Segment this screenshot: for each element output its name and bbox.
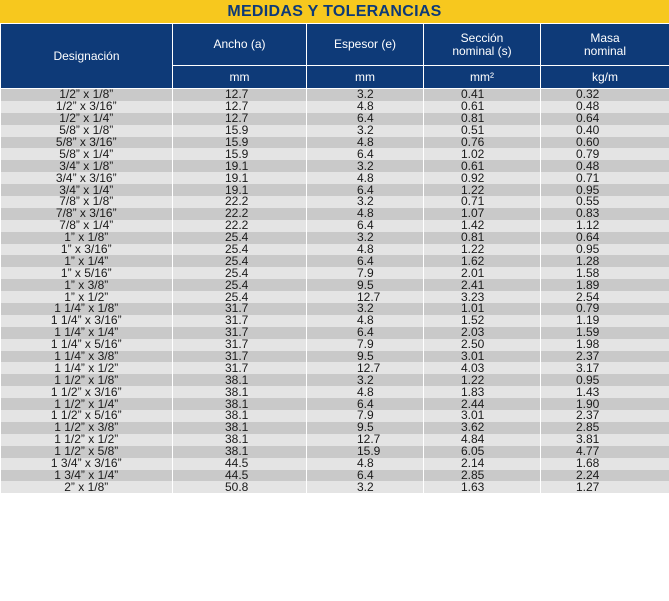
masa-cell: 0.95 xyxy=(541,244,669,256)
header-seccion-line1: Sección xyxy=(460,30,504,45)
table-row xyxy=(1,172,669,184)
masa-cell: 1.28 xyxy=(541,255,669,267)
table-row xyxy=(1,315,669,327)
header-seccion xyxy=(424,24,541,66)
designacion-cell: 7/8” x 3/16” xyxy=(1,208,173,220)
masa-cell: 3.17 xyxy=(541,362,669,374)
espesor-cell: 4.8 xyxy=(307,244,424,256)
ancho-cell: 31.7 xyxy=(173,351,307,363)
seccion-cell: 0.41 xyxy=(424,89,541,101)
table-row xyxy=(1,255,669,267)
espesor-cell: 3.2 xyxy=(307,89,424,101)
table-row xyxy=(1,220,669,232)
masa-cell: 0.83 xyxy=(541,208,669,220)
ancho-cell: 38.1 xyxy=(173,386,307,398)
seccion-cell: 1.01 xyxy=(424,303,541,315)
ancho-cell: 31.7 xyxy=(173,327,307,339)
designacion-cell: 1 1/2” x 1/2” xyxy=(1,434,173,446)
designacion-cell: 5/8” x 1/8” xyxy=(1,125,173,137)
seccion-cell: 2.01 xyxy=(424,267,541,279)
masa-cell: 1.68 xyxy=(541,458,669,470)
header-espesor: Espesor (e) xyxy=(307,24,424,66)
designacion-cell: 1 3/4” x 1/4” xyxy=(1,470,173,482)
espesor-cell: 6.4 xyxy=(307,255,424,267)
ancho-cell: 19.1 xyxy=(173,160,307,172)
masa-cell: 0.79 xyxy=(541,148,669,160)
masa-cell: 1.90 xyxy=(541,398,669,410)
unit-seccion: mm² xyxy=(424,66,541,89)
table-row xyxy=(1,148,669,160)
designacion-cell: 5/8” x 1/4” xyxy=(1,148,173,160)
table-row xyxy=(1,434,669,446)
ancho-cell: 15.9 xyxy=(173,125,307,137)
designacion-cell: 1 1/4” x 1/8” xyxy=(1,303,173,315)
designacion-cell: 1 1/4” x 3/16” xyxy=(1,315,173,327)
ancho-cell: 25.4 xyxy=(173,232,307,244)
espesor-cell: 6.4 xyxy=(307,470,424,482)
designacion-cell: 1” x 1/2” xyxy=(1,291,173,303)
table-row xyxy=(1,374,669,386)
designacion-cell: 1” x 3/16” xyxy=(1,244,173,256)
espesor-cell: 9.5 xyxy=(307,279,424,291)
masa-cell: 2.24 xyxy=(541,470,669,482)
espesor-cell: 6.4 xyxy=(307,113,424,125)
espesor-cell: 4.8 xyxy=(307,172,424,184)
designacion-cell: 1 1/2” x 3/8” xyxy=(1,422,173,434)
seccion-cell: 2.85 xyxy=(424,470,541,482)
table-row xyxy=(1,232,669,244)
designacion-cell: 1 1/2” x 5/8” xyxy=(1,446,173,458)
masa-cell: 1.58 xyxy=(541,267,669,279)
designacion-cell: 1 1/2” x 3/16” xyxy=(1,386,173,398)
designacion-cell: 1 1/2” x 1/4” xyxy=(1,398,173,410)
table-row xyxy=(1,184,669,196)
espesor-cell: 7.9 xyxy=(307,339,424,351)
seccion-cell: 0.61 xyxy=(424,160,541,172)
unit-espesor: mm xyxy=(307,66,424,89)
designacion-cell: 5/8” x 3/16” xyxy=(1,137,173,149)
seccion-cell: 0.81 xyxy=(424,113,541,125)
espesor-cell: 15.9 xyxy=(307,446,424,458)
espesor-cell: 3.2 xyxy=(307,374,424,386)
masa-cell: 2.54 xyxy=(541,291,669,303)
seccion-cell: 3.62 xyxy=(424,422,541,434)
masa-cell: 0.64 xyxy=(541,113,669,125)
designacion-cell: 1” x 3/8” xyxy=(1,279,173,291)
ancho-cell: 50.8 xyxy=(173,481,307,493)
seccion-cell: 0.71 xyxy=(424,196,541,208)
espesor-cell: 4.8 xyxy=(307,315,424,327)
table-row xyxy=(1,398,669,410)
designacion-cell: 1/2” x 3/16” xyxy=(1,101,173,113)
masa-cell: 1.89 xyxy=(541,279,669,291)
designacion-cell: 1/2” x 1/4” xyxy=(1,113,173,125)
seccion-cell: 0.61 xyxy=(424,101,541,113)
seccion-cell: 3.01 xyxy=(424,410,541,422)
page-title: MEDIDAS Y TOLERANCIAS xyxy=(0,0,669,23)
ancho-cell: 22.2 xyxy=(173,196,307,208)
table-row xyxy=(1,279,669,291)
table-row xyxy=(1,410,669,422)
table-row xyxy=(1,244,669,256)
table-row xyxy=(1,481,669,493)
table-row xyxy=(1,89,669,101)
ancho-cell: 31.7 xyxy=(173,315,307,327)
seccion-cell: 3.23 xyxy=(424,291,541,303)
designacion-cell: 3/4” x 1/8” xyxy=(1,160,173,172)
espesor-cell: 4.8 xyxy=(307,458,424,470)
ancho-cell: 38.1 xyxy=(173,422,307,434)
espesor-cell: 9.5 xyxy=(307,351,424,363)
ancho-cell: 25.4 xyxy=(173,244,307,256)
ancho-cell: 25.4 xyxy=(173,291,307,303)
seccion-cell: 3.01 xyxy=(424,351,541,363)
masa-cell: 0.48 xyxy=(541,160,669,172)
espesor-cell: 6.4 xyxy=(307,184,424,196)
table-row xyxy=(1,458,669,470)
designacion-cell: 7/8” x 1/4” xyxy=(1,220,173,232)
designacion-cell: 3/4” x 1/4” xyxy=(1,184,173,196)
ancho-cell: 12.7 xyxy=(173,89,307,101)
espesor-cell: 6.4 xyxy=(307,220,424,232)
masa-cell: 0.55 xyxy=(541,196,669,208)
seccion-cell: 2.44 xyxy=(424,398,541,410)
masa-cell: 0.95 xyxy=(541,184,669,196)
measurements-table xyxy=(0,23,669,493)
seccion-cell: 2.03 xyxy=(424,327,541,339)
designacion-cell: 1 1/4” x 1/2” xyxy=(1,362,173,374)
masa-cell: 0.64 xyxy=(541,232,669,244)
ancho-cell: 38.1 xyxy=(173,374,307,386)
masa-cell: 4.77 xyxy=(541,446,669,458)
table-row xyxy=(1,470,669,482)
espesor-cell: 6.4 xyxy=(307,398,424,410)
seccion-cell: 1.62 xyxy=(424,255,541,267)
espesor-cell: 7.9 xyxy=(307,267,424,279)
espesor-cell: 9.5 xyxy=(307,422,424,434)
masa-cell: 0.48 xyxy=(541,101,669,113)
espesor-cell: 6.4 xyxy=(307,327,424,339)
ancho-cell: 31.7 xyxy=(173,339,307,351)
seccion-cell: 0.92 xyxy=(424,172,541,184)
espesor-cell: 3.2 xyxy=(307,196,424,208)
seccion-cell: 1.22 xyxy=(424,374,541,386)
seccion-cell: 0.81 xyxy=(424,232,541,244)
designacion-cell: 1 3/4” x 3/16” xyxy=(1,458,173,470)
table-body xyxy=(1,89,669,494)
ancho-cell: 38.1 xyxy=(173,446,307,458)
header-masa-line1: Masa xyxy=(590,30,620,45)
espesor-cell: 4.8 xyxy=(307,208,424,220)
espesor-cell: 3.2 xyxy=(307,303,424,315)
masa-cell: 1.19 xyxy=(541,315,669,327)
espesor-cell: 6.4 xyxy=(307,148,424,160)
masa-cell: 1.59 xyxy=(541,327,669,339)
seccion-cell: 1.22 xyxy=(424,244,541,256)
table-row xyxy=(1,208,669,220)
ancho-cell: 19.1 xyxy=(173,184,307,196)
ancho-cell: 25.4 xyxy=(173,255,307,267)
ancho-cell: 15.9 xyxy=(173,137,307,149)
masa-cell: 1.98 xyxy=(541,339,669,351)
seccion-cell: 1.07 xyxy=(424,208,541,220)
designacion-cell: 1 1/2” x 5/16” xyxy=(1,410,173,422)
ancho-cell: 31.7 xyxy=(173,303,307,315)
ancho-cell: 15.9 xyxy=(173,148,307,160)
ancho-cell: 25.4 xyxy=(173,267,307,279)
designacion-cell: 2” x 1/8” xyxy=(1,481,173,493)
table-row xyxy=(1,291,669,303)
table-row xyxy=(1,137,669,149)
espesor-cell: 4.8 xyxy=(307,137,424,149)
table-row xyxy=(1,446,669,458)
ancho-cell: 44.5 xyxy=(173,458,307,470)
table-row xyxy=(1,339,669,351)
masa-cell: 2.37 xyxy=(541,410,669,422)
espesor-cell: 12.7 xyxy=(307,434,424,446)
masa-cell: 0.40 xyxy=(541,125,669,137)
seccion-cell: 1.02 xyxy=(424,148,541,160)
espesor-cell: 3.2 xyxy=(307,125,424,137)
designacion-cell: 3/4” x 3/16” xyxy=(1,172,173,184)
table-row xyxy=(1,327,669,339)
seccion-cell: 1.22 xyxy=(424,184,541,196)
masa-cell: 0.95 xyxy=(541,374,669,386)
table-row xyxy=(1,303,669,315)
seccion-cell: 4.84 xyxy=(424,434,541,446)
masa-cell: 2.37 xyxy=(541,351,669,363)
unit-ancho: mm xyxy=(173,66,307,89)
designacion-cell: 7/8” x 1/8” xyxy=(1,196,173,208)
designacion-cell: 1 1/4” x 1/4” xyxy=(1,327,173,339)
ancho-cell: 22.2 xyxy=(173,220,307,232)
espesor-cell: 12.7 xyxy=(307,291,424,303)
ancho-cell: 12.7 xyxy=(173,101,307,113)
designacion-cell: 1 1/2” x 1/8” xyxy=(1,374,173,386)
masa-cell: 2.85 xyxy=(541,422,669,434)
seccion-cell: 1.42 xyxy=(424,220,541,232)
ancho-cell: 12.7 xyxy=(173,113,307,125)
seccion-cell: 4.03 xyxy=(424,362,541,374)
table-row xyxy=(1,125,669,137)
seccion-cell: 1.63 xyxy=(424,481,541,493)
seccion-cell: 1.83 xyxy=(424,386,541,398)
table-row xyxy=(1,267,669,279)
masa-cell: 0.71 xyxy=(541,172,669,184)
masa-cell: 1.27 xyxy=(541,481,669,493)
designacion-cell: 1 1/4” x 5/16” xyxy=(1,339,173,351)
seccion-cell: 6.05 xyxy=(424,446,541,458)
table-row xyxy=(1,113,669,125)
ancho-cell: 19.1 xyxy=(173,172,307,184)
designacion-cell: 1/2” x 1/8” xyxy=(1,89,173,101)
ancho-cell: 38.1 xyxy=(173,398,307,410)
ancho-cell: 31.7 xyxy=(173,362,307,374)
masa-cell: 0.60 xyxy=(541,137,669,149)
seccion-cell: 0.51 xyxy=(424,125,541,137)
masa-cell: 0.32 xyxy=(541,89,669,101)
header-ancho: Ancho (a) xyxy=(173,24,307,66)
seccion-cell: 2.14 xyxy=(424,458,541,470)
table-row xyxy=(1,196,669,208)
masa-cell: 1.43 xyxy=(541,386,669,398)
designacion-cell: 1 1/4” x 3/8” xyxy=(1,351,173,363)
espesor-cell: 3.2 xyxy=(307,481,424,493)
table-row xyxy=(1,351,669,363)
header-masa-line2: nominal xyxy=(583,43,627,58)
header-designacion: Designación xyxy=(1,24,173,89)
designacion-cell: 1” x 1/4” xyxy=(1,255,173,267)
ancho-cell: 25.4 xyxy=(173,279,307,291)
table-row xyxy=(1,101,669,113)
seccion-cell: 2.41 xyxy=(424,279,541,291)
espesor-cell: 7.9 xyxy=(307,410,424,422)
header-masa xyxy=(541,24,669,66)
seccion-cell: 1.52 xyxy=(424,315,541,327)
masa-cell: 1.12 xyxy=(541,220,669,232)
seccion-cell: 0.76 xyxy=(424,137,541,149)
masa-cell: 3.81 xyxy=(541,434,669,446)
espesor-cell: 4.8 xyxy=(307,386,424,398)
table-row xyxy=(1,386,669,398)
table-row xyxy=(1,160,669,172)
espesor-cell: 3.2 xyxy=(307,232,424,244)
espesor-cell: 12.7 xyxy=(307,362,424,374)
espesor-cell: 4.8 xyxy=(307,101,424,113)
table-row xyxy=(1,362,669,374)
masa-cell: 0.79 xyxy=(541,303,669,315)
designacion-cell: 1” x 1/8” xyxy=(1,232,173,244)
ancho-cell: 38.1 xyxy=(173,434,307,446)
table-row xyxy=(1,422,669,434)
ancho-cell: 22.2 xyxy=(173,208,307,220)
header-seccion-line2: nominal (s) xyxy=(452,43,512,58)
unit-masa: kg/m xyxy=(541,66,669,89)
designacion-cell: 1” x 5/16” xyxy=(1,267,173,279)
ancho-cell: 44.5 xyxy=(173,470,307,482)
ancho-cell: 38.1 xyxy=(173,410,307,422)
seccion-cell: 2.50 xyxy=(424,339,541,351)
espesor-cell: 3.2 xyxy=(307,160,424,172)
